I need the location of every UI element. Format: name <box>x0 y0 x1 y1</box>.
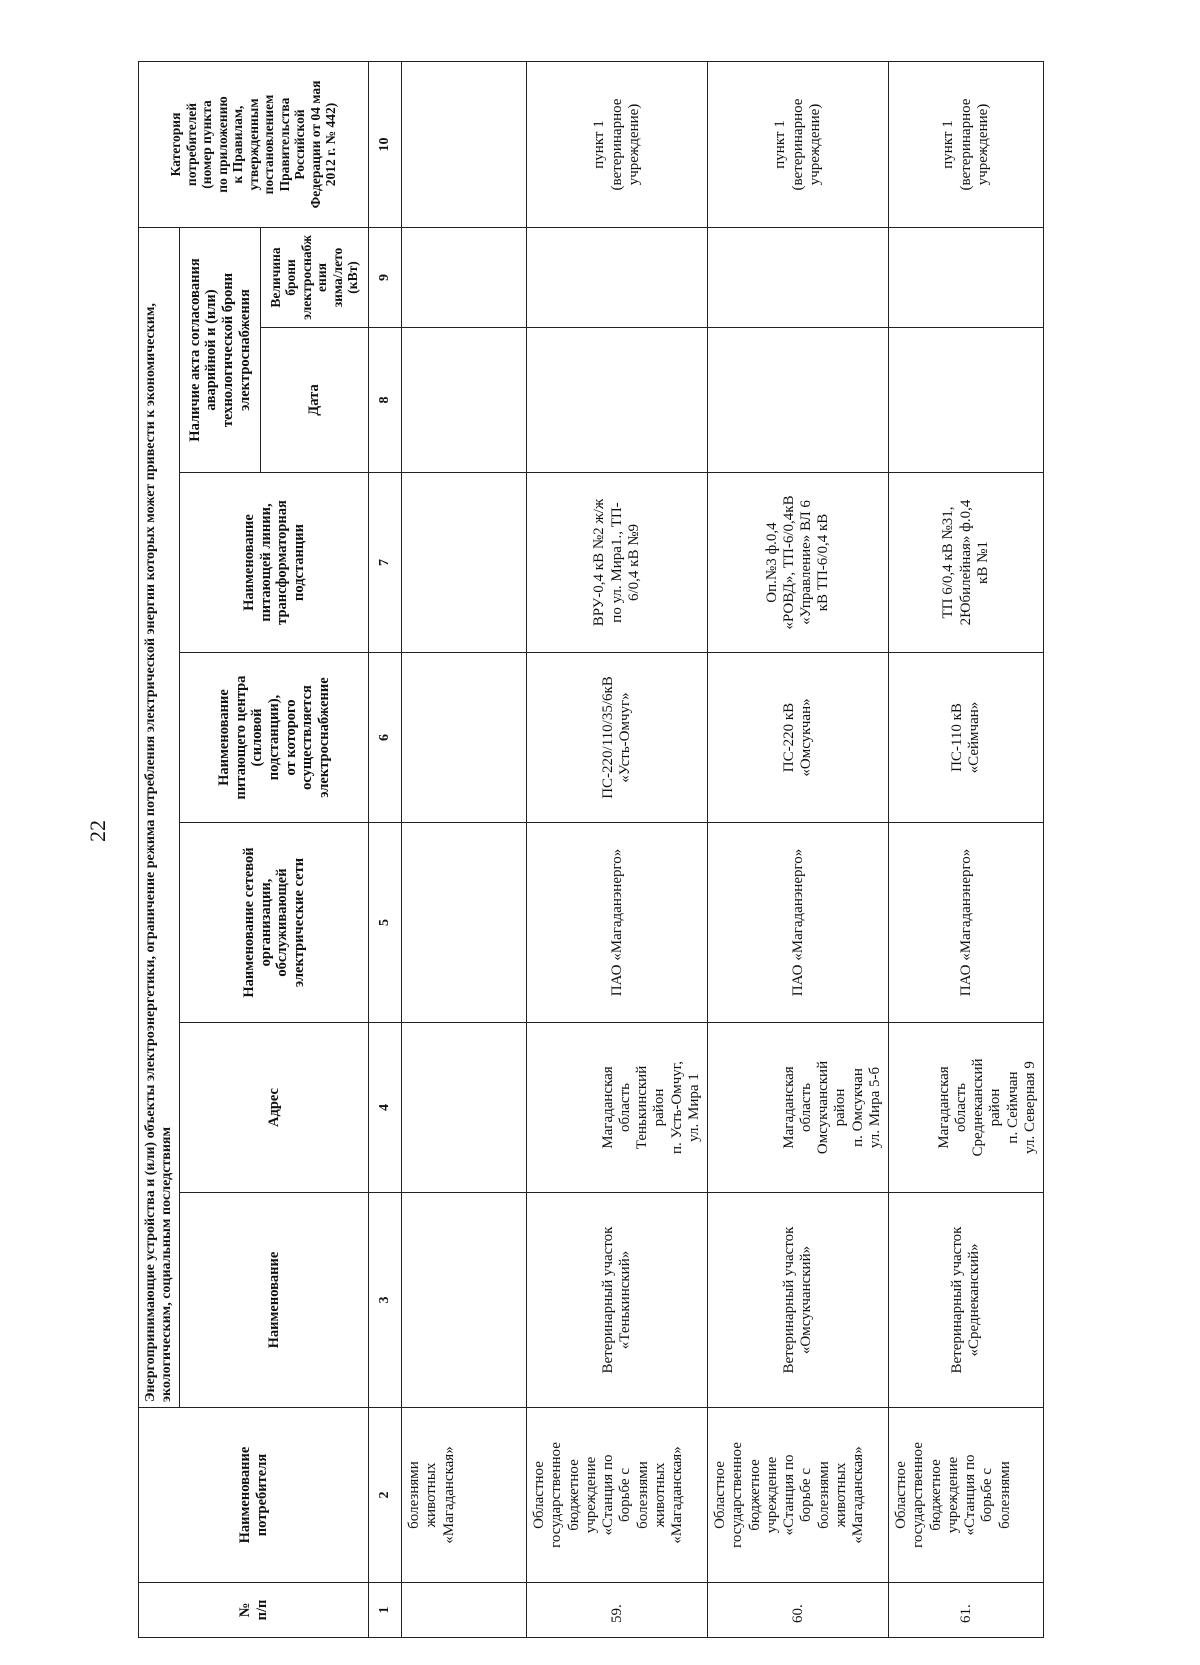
cell-reserve <box>527 228 708 328</box>
cell-num: 60. <box>708 1583 889 1638</box>
col-number: 1 <box>369 1583 402 1638</box>
cell-supply-center: ПС-220 кВ «Омсукчан» <box>708 653 889 823</box>
cell-category: пункт 1 (ветеринарное учреждение) <box>889 62 1044 228</box>
rotated-table-container <box>138 62 1200 1638</box>
header-consumer: Наименование потребителя <box>139 1408 369 1583</box>
cell-address: Магаданская область Среднеканский район п. Сеймчан ул. Северная 9 <box>889 1023 1044 1193</box>
header-address: Адрес <box>180 1023 369 1193</box>
header-reserve: Величина брони электроснабж ения зима/лето (кВт) <box>260 228 369 328</box>
header-supply-line: Наименование питающей линии, трансформаторная подстанции <box>180 473 369 653</box>
col-number: 5 <box>369 823 402 1023</box>
cell-category <box>402 62 527 228</box>
cell-reserve <box>889 228 1044 328</box>
cell-supply-line: ТП 6/0,4 кВ №31, 2Юбилейная» ф.0,4 кВ №1 <box>889 473 1044 653</box>
header-group-title: Энергопринимающие устройства и (или) объекты электроэнергетики, ограничение режима потребления электрической энергии которых может привести к экономическим, экологическим, социальным последствиям <box>139 228 180 1408</box>
header-row-mid <box>180 62 260 1638</box>
cell-supply-line <box>402 473 527 653</box>
cell-date <box>527 328 708 473</box>
header-network-org: Наименование сетевой организации, обслуживающей электрические сети <box>180 823 369 1023</box>
cell-date <box>708 328 889 473</box>
header-row-top <box>139 62 180 1638</box>
cell-name: Ветеринарный участок «Среднеканский» <box>889 1193 1044 1408</box>
cell-num <box>402 1583 527 1638</box>
cell-date <box>402 328 527 473</box>
cell-supply-center <box>402 653 527 823</box>
cell-supply-line: Оп.№3 ф.0,4 «РОВД», ТП-6/0,4кВ «Управление» ВЛ 6 кВ ТП-6/0,4 кВ <box>708 473 889 653</box>
cell-consumer: болезнями животных «Магаданская» <box>402 1408 527 1583</box>
cell-name: Ветеринарный участок «Омсукчанский» <box>708 1193 889 1408</box>
page-number: 22 <box>85 820 110 842</box>
col-number: 6 <box>369 653 402 823</box>
header-act-group: Наличие акта согласования аварийной и (или) технологической брони электроснабжения <box>180 228 260 473</box>
column-number-row <box>369 62 402 1638</box>
cell-supply-center: ПС-110 кВ «Сеймчан» <box>889 653 1044 823</box>
cell-network-org: ПАО «Магаданэнерго» <box>527 823 708 1023</box>
cell-num: 61. <box>889 1583 1044 1638</box>
header-date: Дата <box>260 328 369 473</box>
cell-name: Ветеринарный участок «Тенькинский» <box>527 1193 708 1408</box>
col-number: 8 <box>369 328 402 473</box>
table-row <box>889 62 1044 1638</box>
cell-address <box>402 1023 527 1193</box>
col-number: 4 <box>369 1023 402 1193</box>
col-number: 10 <box>369 62 402 228</box>
cell-num: 59. <box>527 1583 708 1638</box>
table-row <box>708 62 889 1638</box>
cell-reserve <box>402 228 527 328</box>
col-number: 2 <box>369 1408 402 1583</box>
cell-address: Магаданская область Тенькинский район п. Усть-Омчуг, ул. Мира 1 <box>527 1023 708 1193</box>
cell-reserve <box>708 228 889 328</box>
col-number: 3 <box>369 1193 402 1408</box>
cell-address: Магаданская область Омсукчанский район п. Омсукчан ул. Мира 5-б <box>708 1023 889 1193</box>
header-supply-center: Наименование питающего центра (силовой подстанции), от которого осуществляется электроснабжение <box>180 653 369 823</box>
header-name: Наименование <box>180 1193 369 1408</box>
cell-network-org <box>402 823 527 1023</box>
cell-network-org: ПАО «Магаданэнерго» <box>889 823 1044 1023</box>
cell-supply-line: ВРУ-0,4 кВ №2 ж/ж по ул. Мира1., ТП- 6/0,4 кВ №9 <box>527 473 708 653</box>
cell-category: пункт 1 (ветеринарное учреждение) <box>527 62 708 228</box>
col-number: 9 <box>369 228 402 328</box>
table-row <box>527 62 708 1638</box>
cell-category: пункт 1 (ветеринарное учреждение) <box>708 62 889 228</box>
cell-consumer: Областное государственное бюджетное учреждение «Станция по борьбе с болезнями <box>889 1408 1044 1583</box>
cell-consumer: Областное государственное бюджетное учреждение «Станция по борьбе с болезнями животных «Магаданская» <box>708 1408 889 1583</box>
consumers-table <box>138 61 1044 1638</box>
cell-consumer: Областное государственное бюджетное учреждение «Станция по борьбе с болезнями животных «Магаданская» <box>527 1408 708 1583</box>
header-category: Категория потребителей (номер пункта по приложению к Правилам, утвержденным постановлением Правительства Российской Федерации от 04 мая 2012 г. № 442) <box>139 62 369 228</box>
cell-supply-center: ПС-220/110/35/6кВ «Усть-Омчуг» <box>527 653 708 823</box>
cell-name <box>402 1193 527 1408</box>
table-row-continuation <box>402 62 527 1638</box>
col-number: 7 <box>369 473 402 653</box>
cell-network-org: ПАО «Магаданэнерго» <box>708 823 889 1023</box>
cell-date <box>889 328 1044 473</box>
header-num: № п/п <box>139 1583 369 1638</box>
